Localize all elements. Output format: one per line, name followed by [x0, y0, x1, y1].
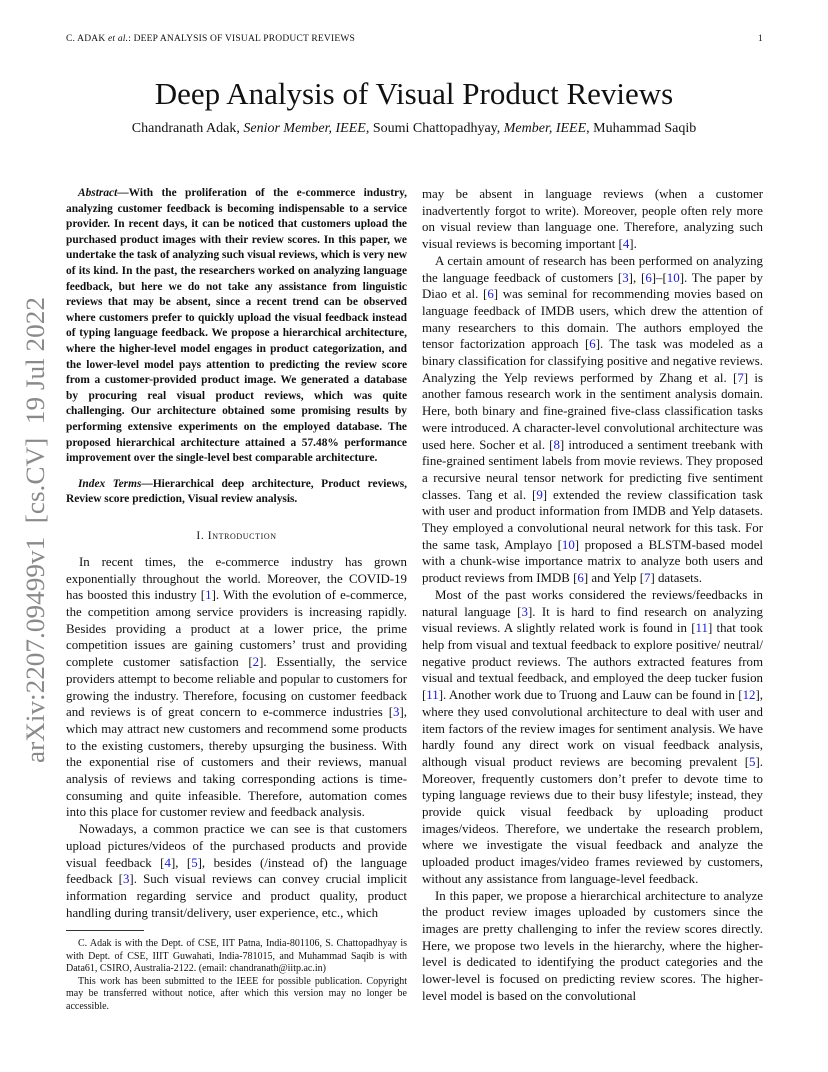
arxiv-stamp: [10, 295, 56, 765]
abstract: Abstract—With the proliferation of the e-commerce industry, analyzing customer feedback is becoming indispensable to a service provider. In recent days, it can be noticed that customers upload the purchased product images with their review scores. In this paper, we undertake the task of analyzing such visual reviews, which is very new of its kind. In the past, the researchers worked on analyzing language feedback, but here we do not take any assistance from linguistic reviews that may be absent, since a recent trend can be observed where customers prefer to quickly upload the visual feedback instead of typing language feedback. We propose a hierarchical architecture, where the higher-level model engages in product categorization, and the lower-level model pays attention to predicting the review score from a customer-provided product image. We generated a database by procuring real visual product reviews, which was quite challenging. Our architecture obtained some promising results by performing extensive experiments on the employed database. The proposed hierarchical architecture attained a 57.48% performance improvement over the single-level best comparable architecture.: [66, 187, 407, 465]
footnote-affiliations: C. Adak is with the Dept. of CSE, IIT Patna, India-801106, S. Chattopadhyay is with Dept. of CSE, IIIT Guwahati, India-781015, and Muhammad Saqib is with Data61, CSIRO, Australia-2122. (email: chandranath@iitp.ac.in): [66, 938, 407, 975]
citation-link[interactable]: 7: [737, 370, 744, 385]
footnotes: [66, 938, 407, 1014]
footnote-rule: [66, 930, 144, 931]
citation-link[interactable]: 6: [487, 287, 494, 302]
left-column: [66, 186, 407, 921]
intro-paragraph-3: may be absent in language reviews (when a customer inadvertently forgot to write). Moreover, people often rely more on visual review than language one. Therefore, analyzing such visual reviews is becoming important [4].: [422, 187, 763, 252]
section-heading-introduction: I. Introduction: [196, 529, 277, 542]
citation-link[interactable]: 4: [622, 237, 630, 252]
right-column: [422, 186, 763, 1004]
citation-link[interactable]: 12: [742, 688, 756, 703]
citation-link[interactable]: 3: [622, 270, 629, 285]
citation-link[interactable]: 5: [749, 754, 756, 769]
citation-link[interactable]: 10: [666, 270, 680, 285]
intro-paragraph-2: Nowadays, a common practice we can see is that customers upload pictures/videos of the purchased products and provide visual feedback [4], [5], besides (/instead of) the language feedback [3]. Such visual reviews can convey crucial implicit information regarding service and product quality, product handling during transit/delivery, user experience, etc., which: [66, 822, 407, 920]
intro-paragraph-4: A certain amount of research has been performed on analyzing the language feedback of customers [3], [6]–[10]. The paper by Diao et al. [6] was seminal for recommending movies based on language feedback of IMDB users, which drew the attention of many researchers to this domain. The authors employed the tensor factorization approach [6]. The task was modeled as a binary classification for classifying positive and negative reviews. Analyzing the Yelp reviews performed by Zhang et al. [7] is another famous research work in the sentiment analysis domain. Here, both binary and fine-grained five-class classification tasks were introduced. A character-level convolutional architecture was used here. Socher et al. [8] introduced a sentiment treebank with fine-grained sentiment labels from movie reviews. They proposed a recursive neural tensor network for predicting five sentiment classes. Tang et al. [9] extended the review classification task with user and product information from IMDB and Yelp datasets. They employed a convolutional neural network for this task. For the same task, Amplayo [10] proposed a BLSTM-based model with a chunk-wise importance matrix to analyze both users and product reviews from IMDB [6] and Yelp [7] datasets.: [422, 253, 764, 586]
index-terms: Index Terms—Hierarchical deep architecture, Product reviews, Review score prediction, Visual review analysis.: [66, 477, 407, 506]
citation-link[interactable]: 4: [164, 855, 171, 870]
citation-link[interactable]: 9: [536, 487, 543, 502]
intro-paragraph-5: Most of the past works considered the reviews/feedbacks in natural language [3]. It is hard to find research on analyzing visual reviews. A slightly related work is found in [11] that took help from visual and textual feedback to explore positive/ neutral/ negative product reviews. The authors extracted features from visual and textual feedback, and employed the deep tucker fusion [11]. Another work due to Truong and Lauw can be found in [12], where they used convolutional architecture to deal with user and item factors of the review images for sentiment analysis. We have hardly found any direct work on visual feedback analysis, although visual product reviews are becoming prevalent [5]. Moreover, frequently customers don’t prefer to devote time to typing language reviews due to their busy lifestyle; instead, they provide quick visual feedback by uploading product images/videos. Therefore, we undertake the research problem, where we investigate the visual feedback and analyze the uploaded product images/video frames reviewed by customers, without any assistance from language-level feedback.: [422, 587, 763, 886]
citation-link[interactable]: 11: [426, 688, 439, 703]
citation-link[interactable]: 3: [521, 604, 528, 619]
citation-link[interactable]: 6: [645, 270, 652, 285]
citation-link[interactable]: 8: [553, 437, 560, 452]
citation-link[interactable]: 10: [561, 537, 575, 552]
citation-link[interactable]: 11: [695, 621, 708, 636]
paper-title: Deep Analysis of Visual Product Reviews: [154, 76, 674, 111]
running-head: C. ADAK et al.: DEEP ANALYSIS OF VISUAL PRODUCT REVIEWS: [66, 34, 356, 44]
intro-paragraph-1: In recent times, the e-commerce industry has grown exponentially throughout the world. Moreover, the COVID-19 has boosted this industry [1]. With the evolution of e-commerce, the competition among service providers is increasing rapidly. Besides providing a product at a lower price, the prime competition issues are gaining customers’ trust and providing complete customer satisfaction [2]. Essentially, the service providers attempt to become reliable and popular to customers for growing the industry. Therefore, focusing on customer feedback and reviews is of great concern to e-commerce industries [3], which may attract new customers and recommend some products to the existing customers, thereby upsurging the business. With the exponential rise of customers and their reviews, manual analysis of reviews and taking corresponding actions is time-consuming and quite infeasible. Therefore, automation comes into this place for customer review and feedback analysis.: [66, 554, 407, 820]
citation-link[interactable]: 3: [393, 705, 400, 720]
citation-link[interactable]: 5: [191, 855, 198, 870]
citation-link[interactable]: 6: [589, 337, 596, 352]
citation-link[interactable]: 3: [122, 872, 130, 887]
author-line: Chandranath Adak, Senior Member, IEEE, Soumi Chattopadhyay, Member, IEEE, Muhammad Saqib: [131, 121, 697, 136]
citation-link[interactable]: 1: [205, 588, 212, 603]
citation-link[interactable]: 6: [577, 571, 584, 586]
citation-link[interactable]: 2: [252, 655, 260, 670]
arxiv-stamp-text: arXiv:2207.09499v1 [cs.CV] 19 Jul 2022: [20, 309, 50, 763]
footnote-copyright: This work has been submitted to the IEEE for possible publication. Copyright may be transferred without notice, after which this version may no longer be accessible.: [66, 975, 407, 1012]
page-number: 1: [758, 34, 763, 44]
citation-link[interactable]: 7: [643, 571, 651, 586]
intro-paragraph-6: In this paper, we propose a hierarchical architecture to analyze the product review images uploaded by customers since the images are pretty challenging to infer the review scores directly. Here, we propose two levels in the hierarchy, where the higher-level is dedicated to identifying the product categories and the lower-level is focused on predicting review scores. The higher-level model is based on the convolutional: [422, 888, 763, 1003]
